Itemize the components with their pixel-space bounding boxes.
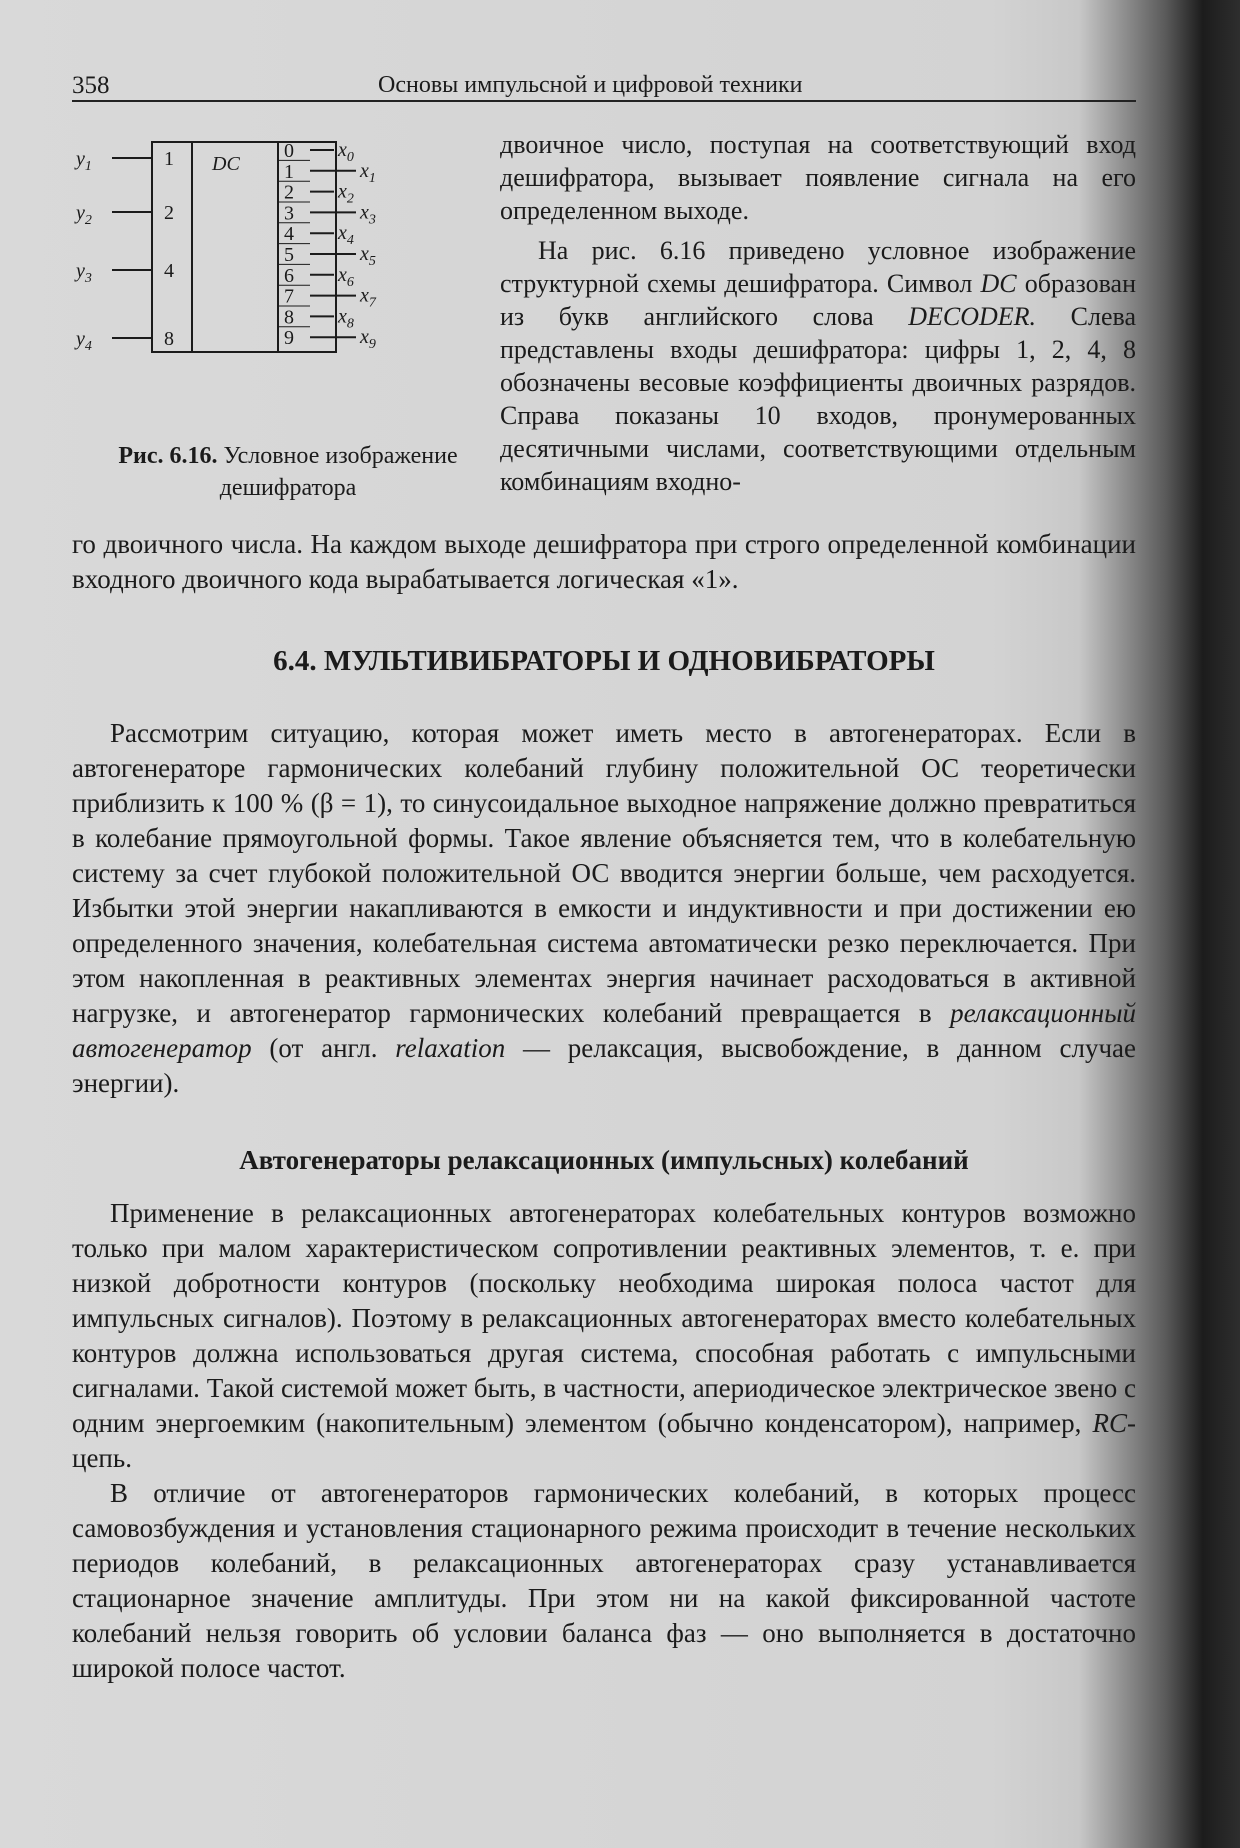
output-label: $x_1$ — [360, 159, 376, 186]
input-label: $y_3$ — [76, 260, 92, 286]
output-label: $x_5$ — [360, 243, 376, 269]
paragraph-3-part-a: Рассмотрим ситуацию, которая может иметь место в автогенераторах. Если в автогенераторе гармонических колебаний глубину положительной ОС теоретически приблизить к 100 % (β = 1), то синусоидальное выходное напряжение должно превратиться в колебание прямоугольной формы. Такое явление объясняется тем, что в колебательную систему за счет глубокой положительной ОС вводится энергии больше, чем расходуется. Избытки этой энергии накапливаются в емкости и индуктивности и при достижении ею определенного значения, колебательная система автоматически резко переключается. При этом накопленная в реактивных элементах энергия начинает расходоваться в активной нагрузке, и автогенератор гармонических колебаний превращается в — [72, 718, 1136, 1028]
paragraph-2-continuation: го двоичного числа. На каждом выходе дешифратора при строго определенной комбинации входного двоичного кода вырабатывается логическая «1». — [72, 529, 1136, 594]
output-number: 5 — [284, 244, 294, 266]
relaxation-generator-term: релаксационный автогенератор — [72, 998, 1136, 1063]
input-label: $y_4$ — [76, 328, 92, 354]
input-weight: 2 — [164, 202, 174, 224]
output-label: $x_7$ — [360, 284, 376, 311]
input-label: $y_1$ — [76, 148, 92, 174]
paragraph-5: В отличие от автогенераторов гармонических колебаний, в которых процесс самовозбуждения и установления стационарного режима происходит в течение нескольких периодов колебаний, в релаксационных автогенераторах сразу устанавливается стационарное значение амплитуды. При этом ни на какой фиксированной частоте колебаний нельзя говорить об условии баланса фаз — оно выполняется в достаточно широкой полосе частот. — [72, 1478, 1136, 1683]
page-header — [72, 70, 1136, 102]
paragraph-1: двоичное число, поступая на соответствующий вход дешифратора, вызывает появление сигнала на его определенном выходе. — [500, 130, 1136, 225]
subsection-title: Автогенераторы релаксационных (импульсных) колебаний — [239, 1145, 969, 1175]
figure-caption — [108, 440, 468, 504]
decoder-word: DECODER. — [908, 302, 1037, 331]
output-number: 3 — [284, 202, 294, 225]
rc-term: RC — [1092, 1408, 1127, 1438]
paragraph-2-part-a: На рис. 6.16 приведено условное изображение структурной схемы дешифратора. Символ — [500, 236, 1136, 298]
relaxation-term: relaxation — [395, 1033, 506, 1063]
decoder-figure — [72, 140, 472, 510]
output-number: 2 — [284, 181, 294, 204]
dc-block-label: DC — [212, 153, 240, 175]
output-label: $x_8$ — [338, 305, 354, 332]
input-weight: 1 — [164, 148, 174, 170]
paragraph-4 — [72, 1196, 1136, 1476]
paragraph-2-part-b: образован из букв английского слова — [500, 269, 1136, 331]
paragraph-3 — [72, 716, 1136, 1101]
output-number: 6 — [284, 264, 294, 287]
paragraph-2 — [500, 234, 1136, 498]
paragraph-4-part-a: Применение в релаксационных автогенераторах колебательных контуров возможно только при малом характеристическом сопротивлении реактивных элементов, т. е. при низкой добротности контуров (поскольку необходима широкая полоса частот для импульсных сигналов). Поэтому в релаксационных автогенераторах вместо колебательных контуров должна использоваться другая система, способная работать с импульсными сигналами. Такой системой может быть, в частности, апериодическое электрическое звено с одним энергоемким (накопительным) элементом (обычно конденсатором), например, — [72, 1198, 1136, 1438]
paragraph-4-part-b: -цепь. — [72, 1408, 1136, 1473]
output-label: $x_4$ — [338, 222, 354, 249]
output-number: 7 — [284, 285, 294, 308]
figure-caption-text: Условное изображение дешифратора — [217, 443, 458, 501]
page-number: 358 — [72, 72, 110, 99]
output-label: $x_2$ — [338, 180, 354, 207]
output-label: $x_3$ — [360, 201, 376, 228]
decoder-diagram — [72, 140, 472, 430]
dc-symbol: DC — [980, 269, 1017, 298]
output-label: $x_6$ — [338, 263, 354, 290]
output-number: 1 — [284, 160, 294, 183]
input-weight: 8 — [164, 328, 174, 350]
output-label: $x_9$ — [360, 326, 376, 353]
input-label: $y_2$ — [76, 202, 92, 228]
section-title: 6.4. МУЛЬТИВИБРАТОРЫ И ОДНОВИБРАТОРЫ — [273, 645, 935, 677]
running-title: Основы импульсной и цифровой техники — [378, 72, 803, 98]
paragraph-2-part-c: Слева представлены входы дешифратора: цифры 1, 2, 4, 8 обозначены весовые коэффициенты двоичных разрядов. Справа показаны 10 входов, пронумерованных десятичными числами, соответствующими отдельным комбинациям входно- — [500, 302, 1136, 496]
output-label: $x_0$ — [338, 140, 354, 165]
figure-caption-number: Рис. 6.16. — [118, 443, 218, 469]
decoder-block — [152, 142, 336, 352]
paragraph-3-part-b: (от англ. — [251, 1033, 396, 1063]
output-number: 9 — [284, 327, 294, 350]
output-number: 0 — [284, 140, 294, 162]
output-number: 8 — [284, 306, 294, 329]
paragraph-3-part-c: — релаксация, высвобождение, в данном случае энергии). — [72, 1033, 1136, 1098]
input-weight: 4 — [164, 260, 174, 282]
output-number: 4 — [284, 223, 294, 246]
